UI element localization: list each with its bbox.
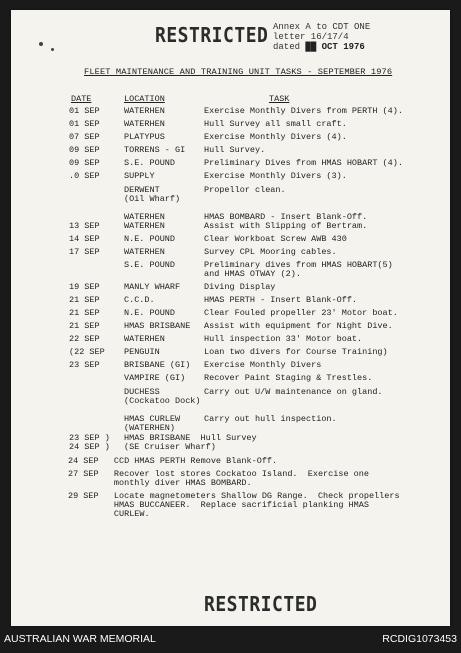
header-task: TASK xyxy=(269,94,290,104)
row-task: Hull Survey all small craft. xyxy=(204,119,347,129)
row-date: 21 SEP xyxy=(69,321,100,331)
row-task: Carry out U/W maintenance on gland. xyxy=(204,387,383,397)
row-task: Carry out hull inspection. xyxy=(204,414,337,424)
row-task: HMAS BOMBARD - Insert Blank-Off. xyxy=(204,212,368,222)
row-task: Exercise Monthly Divers (3). xyxy=(204,171,347,181)
annex-line-1: Annex A to CDT ONE xyxy=(273,22,371,32)
row-date: 01 SEP xyxy=(69,106,100,116)
row-date: 09 SEP xyxy=(69,158,100,168)
row-task: Survey CPL Mooring cables. xyxy=(204,247,337,257)
row-task: Assist with equipment for Night Dive. xyxy=(204,321,393,331)
row-task: Diving Display xyxy=(204,282,276,292)
row-task: Assist with Slipping of Bertram. xyxy=(204,221,368,231)
annex-dated-label: dated xyxy=(273,42,301,52)
footer-record-id: RCDIG1073453 xyxy=(382,633,457,645)
header-location: LOCATION xyxy=(124,94,165,104)
task-note-row: 29 SEP Locate magnetometers Shallow DG Range. Check propellers HMAS BUCCANEER. Replace sacrificial planking HMAS CURLEW. xyxy=(68,491,400,519)
row-date: 09 SEP xyxy=(69,145,100,155)
row-task: Clear Fouled propeller 23' Motor boat. xyxy=(204,308,398,318)
row-date: 23 SEP xyxy=(69,360,100,370)
row-location: WATERHEN xyxy=(124,334,165,344)
row-task: Preliminary dives from HMAS HOBART(5) and HMAS OTWAY (2). xyxy=(204,260,393,279)
row-location: N.E. POUND xyxy=(124,234,176,244)
row-date: 13 SEP xyxy=(69,221,100,231)
punch-hole xyxy=(51,48,54,51)
page-title: FLEET MAINTENANCE AND TRAINING UNIT TASKS - SEPTEMBER 1976 xyxy=(84,67,393,77)
task-note-row: 24 SEP CCD HMAS PERTH Remove Blank-Off. xyxy=(68,456,278,466)
row-task: Clear Workboat Screw AWB 430 xyxy=(204,234,347,244)
row-date: 21 SEP xyxy=(69,295,100,305)
annex-line-3 xyxy=(273,42,370,52)
row-location: C.C.D. xyxy=(124,295,155,305)
row-location: MANLY WHARF xyxy=(124,282,181,292)
row-location: S.E. POUND xyxy=(124,158,176,168)
row-date: 23 SEP ) 24 SEP ) xyxy=(69,433,110,452)
row-date: 19 SEP xyxy=(69,282,100,292)
row-location: PENGUIN xyxy=(124,347,160,357)
row-task: Exercise Monthly Divers (4). xyxy=(204,132,347,142)
restricted-stamp-top: RESTRICTED xyxy=(155,23,269,48)
row-task: Hull inspection 33' Motor boat. xyxy=(204,334,363,344)
row-location: DUCHESS (Cockatoo Dock) xyxy=(124,387,201,406)
date-stamp: ██ OCT 1976 xyxy=(305,42,365,52)
row-location: SUPPLY xyxy=(124,171,155,181)
row-location: PLATYPUS xyxy=(124,132,165,142)
row-location: HMAS BRISBANE Hull Survey (SE Cruiser Wharf) xyxy=(124,433,257,452)
restricted-stamp-bottom: RESTRICTED xyxy=(204,592,318,617)
row-task: Loan two divers for Course Training) xyxy=(204,347,388,357)
row-location: WATERHEN xyxy=(124,221,165,231)
row-location: VAMPIRE (GI) xyxy=(124,373,186,383)
row-location: BRISBANE (GI) xyxy=(124,360,191,370)
row-location: WATERHEN xyxy=(124,119,165,129)
row-date: .0 SEP xyxy=(69,171,100,181)
row-location: N.E. POUND xyxy=(124,308,176,318)
row-task: HMAS PERTH - Insert Blank-Off. xyxy=(204,295,358,305)
row-task: Hull Survey. xyxy=(204,145,266,155)
annex-line-2: letter 16/17/4 xyxy=(273,32,349,42)
row-location: DERWENT (Oil Wharf) xyxy=(124,185,181,204)
row-task: Preliminary Dives from HMAS HOBART (4). xyxy=(204,158,403,168)
row-task: Recover Paint Staging & Trestles. xyxy=(204,373,373,383)
row-date: 22 SEP xyxy=(69,334,100,344)
date-stamp-text: OCT 1976 xyxy=(321,42,365,52)
row-task: Exercise Monthly Divers from PERTH (4). xyxy=(204,106,403,116)
row-date: 07 SEP xyxy=(69,132,100,142)
row-date: 17 SEP xyxy=(69,247,100,257)
punch-hole xyxy=(39,42,43,46)
row-date: 21 SEP xyxy=(69,308,100,318)
row-location: WATERHEN xyxy=(124,247,165,257)
row-date: 01 SEP xyxy=(69,119,100,129)
annex-reference xyxy=(273,22,370,52)
row-location: S.E. POUND xyxy=(124,260,176,270)
footer-institution: AUSTRALIAN WAR MEMORIAL xyxy=(4,633,156,645)
row-task: Exercise Monthly Divers xyxy=(204,360,322,370)
row-date: 14 SEP xyxy=(69,234,100,244)
row-location: HMAS CURLEW (WATERHEN) xyxy=(124,414,181,433)
header-date: DATE xyxy=(71,94,92,104)
row-location: WATERHEN xyxy=(124,106,165,116)
document-page xyxy=(11,10,450,626)
row-location: HMAS BRISBANE xyxy=(124,321,191,331)
row-date: (22 SEP xyxy=(69,347,105,357)
row-task: Propellor clean. xyxy=(204,185,286,195)
row-location: WATERHEN xyxy=(124,212,165,222)
row-location: TORRENS - GI xyxy=(124,145,186,155)
task-note-row: 27 SEP Recover lost stores Cockatoo Island. Exercise one monthly diver HMAS BOMBARD. xyxy=(68,469,369,488)
